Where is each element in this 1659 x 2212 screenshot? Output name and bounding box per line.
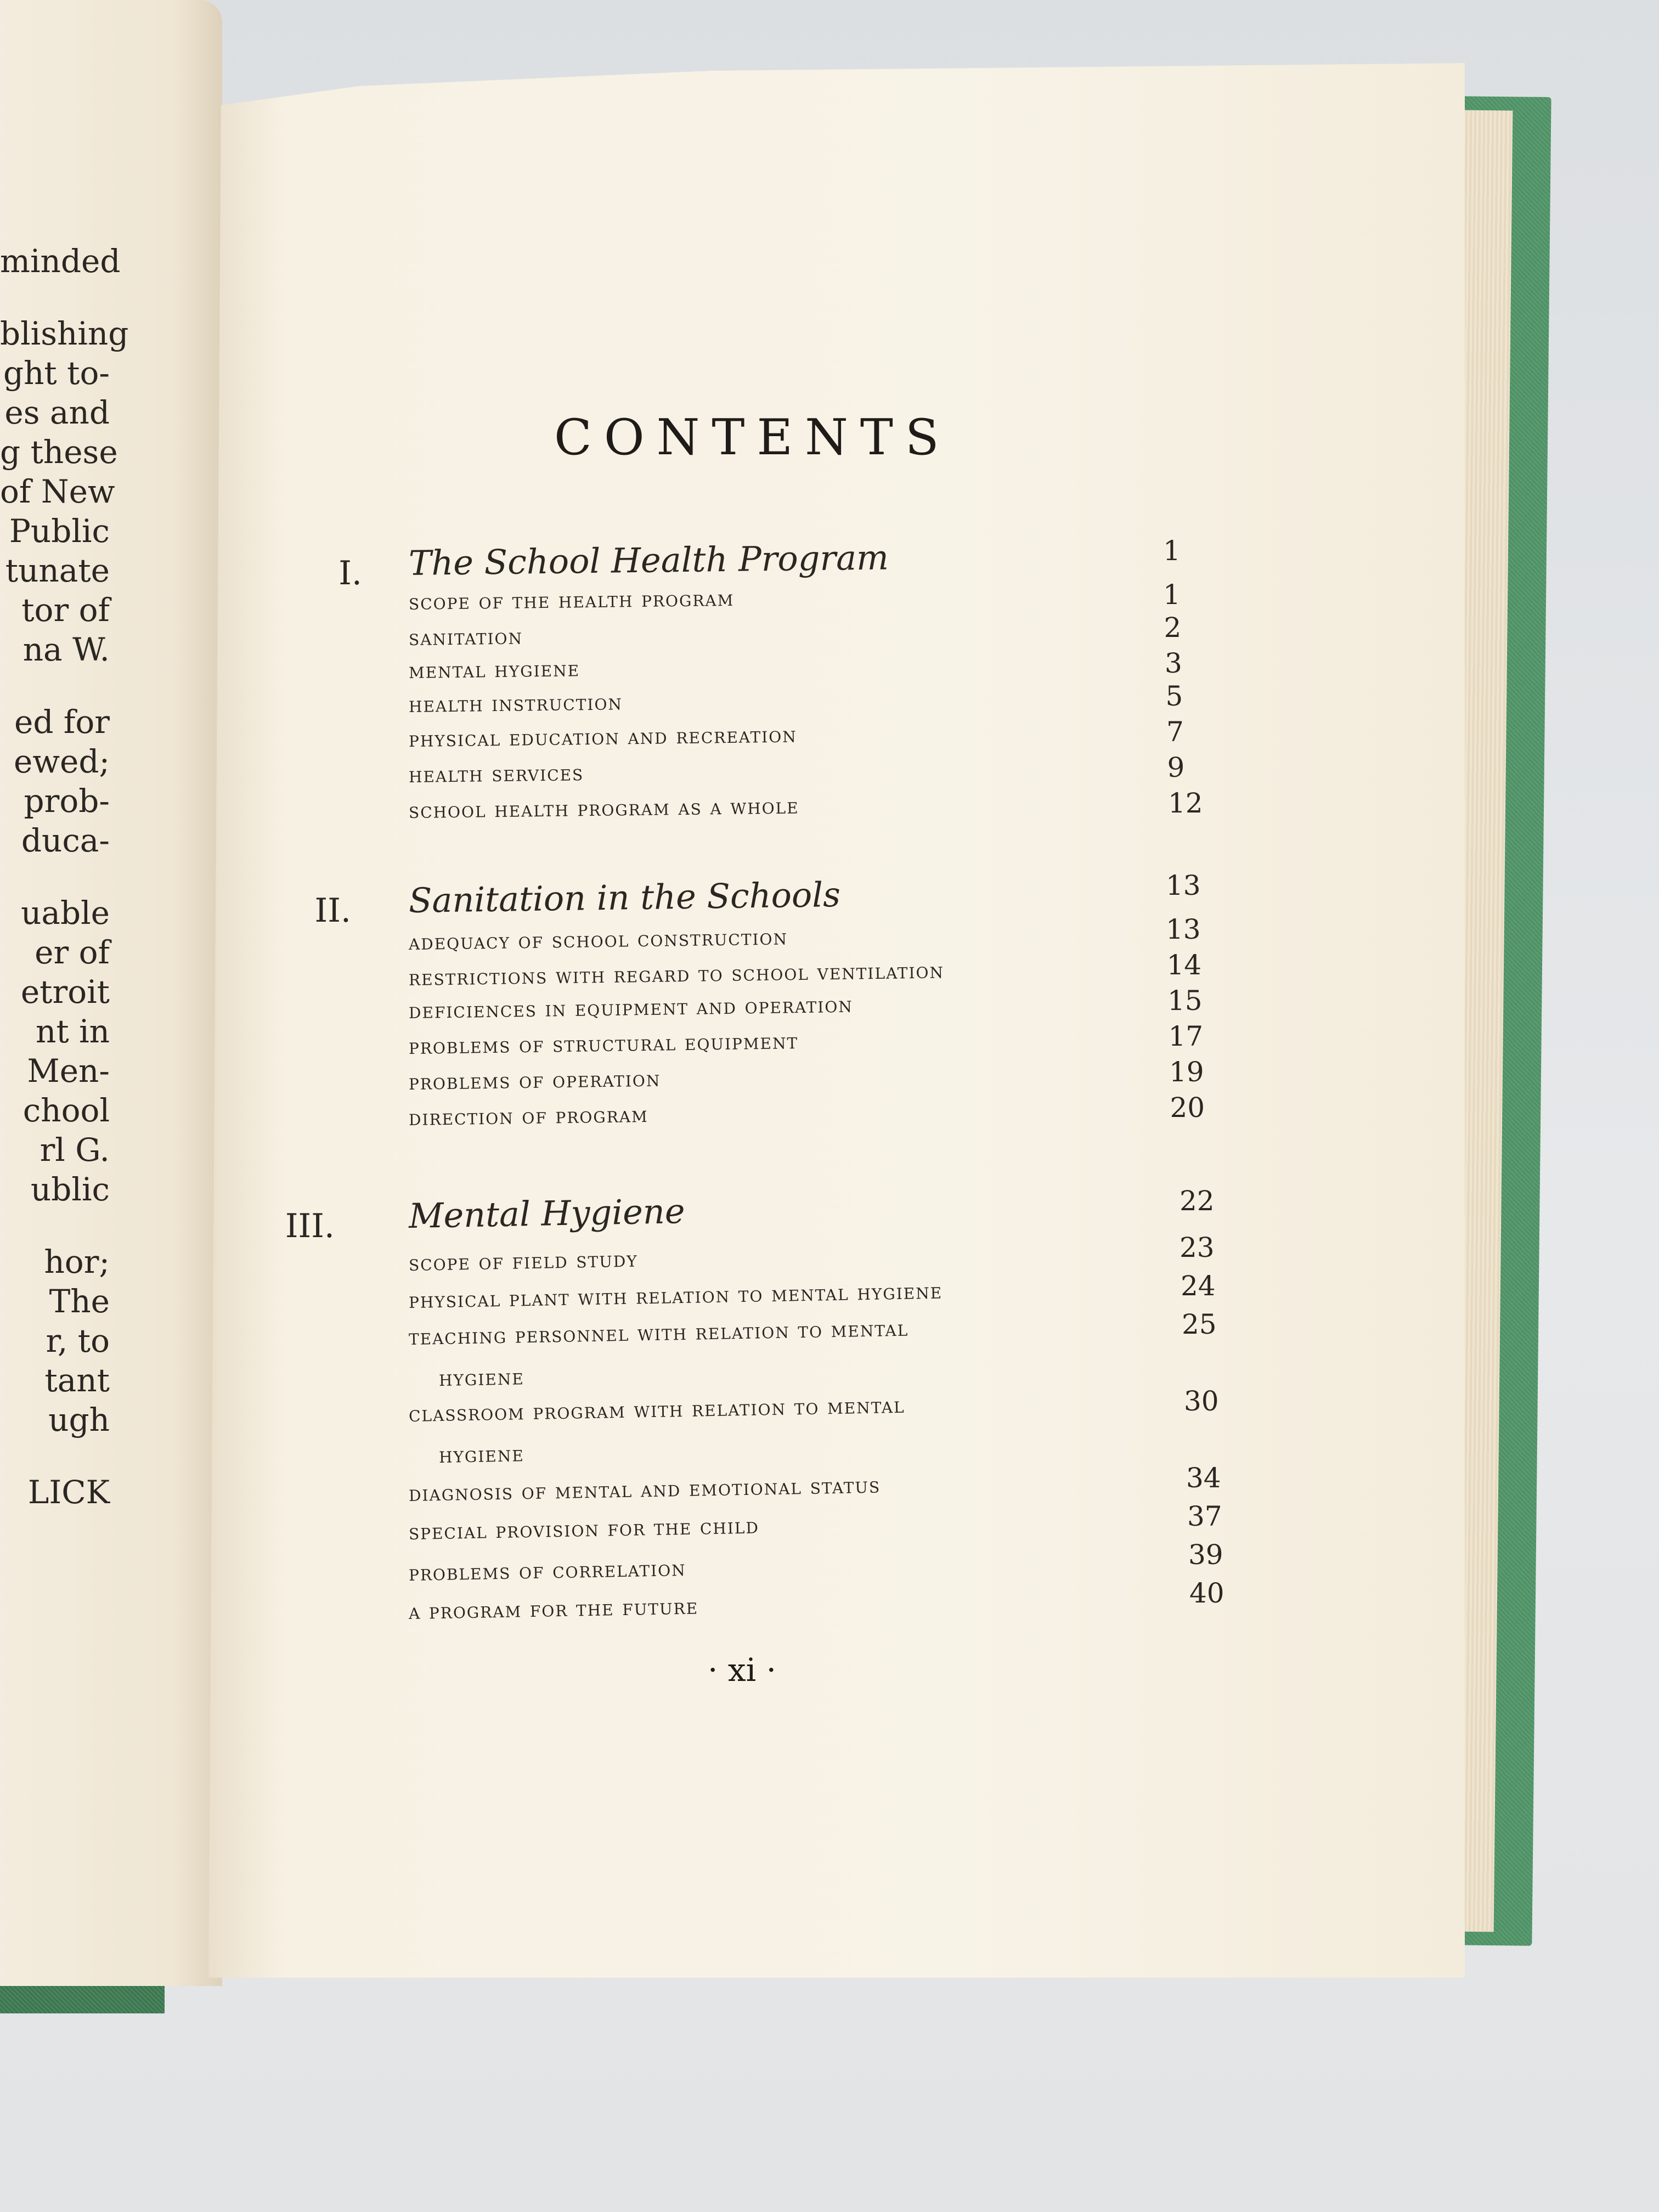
toc-entry: teaching personnel with relation to mental [408,1316,909,1350]
toc-entry: classroom program with relation to mental [408,1392,905,1427]
left-page-line: rl G. [40,1131,110,1169]
left-page-line: es and [4,394,110,431]
toc-entry: adequacy of school construction [408,924,788,955]
entry-page-number: 3 [1165,647,1182,679]
entry-page-number: 37 [1187,1500,1222,1532]
left-page-line: uable [21,894,110,932]
page-folio: · xi · [708,1651,777,1689]
left-page-line: ght to- [3,354,110,392]
chapter-title: Sanitation in the Schools [408,874,841,921]
left-page-line: na W. [22,631,110,668]
chapter-title: The School Health Program [408,537,889,583]
left-page-line: minded [0,242,121,280]
entry-page-number: 40 [1189,1577,1224,1609]
chapter-title: Mental Hygiene [408,1190,686,1236]
toc-entry: health services [408,760,584,788]
entry-page-number: 9 [1167,752,1185,783]
entry-page-number: 20 [1170,1092,1205,1124]
right-page [208,63,1465,1978]
left-page-line: tunate [5,552,110,589]
entry-page-number: 30 [1184,1385,1219,1417]
left-page-line: ugh [48,1401,110,1438]
toc-entry: restrictions with regard to school ventilation [408,958,945,991]
entry-page-number: 34 [1186,1462,1221,1494]
toc-entry: sanitation [408,624,523,651]
left-page-line: tor of [21,591,110,629]
toc-entry: problems of structural equipment [408,1029,799,1059]
contents-title: CONTENTS [554,409,951,466]
toc-entry: physical plant with relation to mental hygiene [408,1278,943,1313]
left-page-line [0,1440,110,1472]
left-page-line: The [49,1283,110,1320]
left-page-line: nt in [35,1013,110,1050]
entry-page-number: 2 [1164,612,1182,644]
toc-entry: hygiene [438,1364,525,1391]
left-page-line [0,860,110,893]
left-page-line: ewed; [14,743,110,780]
toc-entry: problems of correlation [408,1555,686,1586]
toc-entry: school health program as a whole [408,793,799,823]
left-page-line: ed for [14,703,110,741]
left-page-line: Public [9,512,110,550]
entry-page-number: 7 [1166,716,1184,748]
entry-page-number: 19 [1169,1056,1204,1088]
entry-page-number: 15 [1167,985,1203,1017]
entry-page-number: 12 [1168,787,1203,819]
toc-entry: special provision for the child [408,1513,760,1545]
toc-entry: direction of program [408,1102,648,1131]
entry-page-number: 24 [1181,1270,1216,1302]
chapter-number: III. [285,1207,335,1245]
entry-page-number: 25 [1182,1308,1217,1340]
entry-page-number: 23 [1180,1232,1215,1263]
entry-page-number: 39 [1188,1539,1223,1571]
left-page-line: blishing [0,315,129,352]
left-page-line: etroit [20,973,110,1011]
chapter-number: I. [338,554,362,592]
left-page-line: tant [44,1362,110,1399]
left-page-line: LICK [27,1474,110,1511]
toc-entry: diagnosis of mental and emotional status [408,1472,881,1506]
entry-page-number: 13 [1166,913,1201,945]
left-page-line: of New [0,473,115,510]
left-page-line: chool [22,1092,110,1129]
left-page-line: er of [35,934,110,971]
left-page-line: ublic [30,1171,110,1208]
chapter-page-number: 1 [1163,535,1181,567]
toc-entry: mental hygiene [408,656,580,684]
toc-entry: a program for the future [408,1594,699,1624]
toc-entry: deficiences in equipment and operation [408,992,854,1024]
chapter-number: II. [314,891,351,930]
chapter-page-number: 13 [1166,870,1201,901]
toc-entry: health instruction [408,690,623,718]
left-page-line: hor; [44,1243,110,1280]
left-page-line: Men- [27,1052,110,1090]
entry-page-number: 14 [1166,949,1202,981]
left-page-line: prob- [24,782,110,820]
left-page-line [0,669,110,702]
entry-page-number: 17 [1168,1020,1204,1052]
toc-entry: problems of operation [408,1066,661,1095]
toc-entry: physical education and recreation [408,722,797,752]
chapter-page-number: 22 [1180,1185,1215,1217]
left-page-line [0,281,110,314]
left-page-line [0,1209,110,1242]
left-page-line: g these [0,433,118,471]
left-page-line: duca- [21,822,110,859]
entry-page-number: 1 [1163,579,1181,611]
left-page-text [0,241,129,1512]
toc-entry: scope of the health program [408,585,735,615]
left-page-line: r, to [46,1322,110,1359]
entry-page-number: 5 [1165,680,1183,712]
toc-entry: hygiene [438,1441,525,1468]
toc-entry: scope of field study [408,1246,639,1276]
